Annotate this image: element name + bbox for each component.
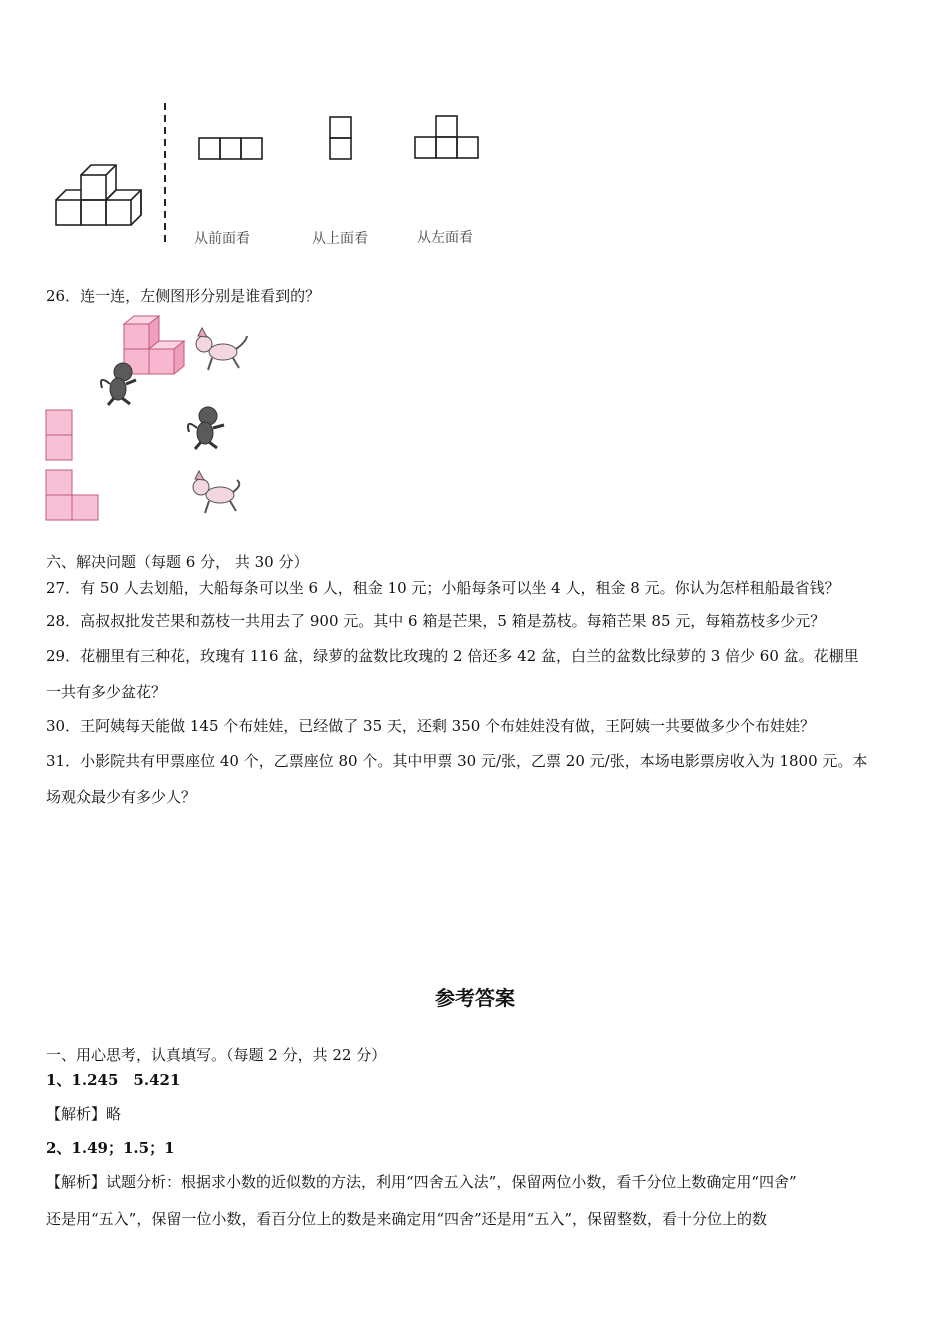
dog-icon: [193, 471, 239, 513]
monkey-icon: [188, 407, 224, 449]
front-view-label: 从前面看: [194, 231, 250, 247]
answer-2-analysis-line1: 【解析】试题分析：根据求小数的近似数的方法，利用“四舍五入法”，保留两位小数，看千分位上数确定用“四舍”: [46, 1173, 797, 1191]
answer-1-analysis: 【解析】略: [46, 1105, 122, 1123]
section-6-heading: 六、解决问题（每题 6 分， 共 30 分）: [46, 553, 309, 571]
answers-section-1-heading: 一、用心思考，认真填写。（每题 2 分，共 22 分）: [46, 1046, 387, 1064]
answer-2-analysis-line2: 还是用“五入”，保留一位小数，看百分位上的数是来确定用“四舍”还是用“五入”，保留整数，看十分位上的数: [46, 1210, 768, 1228]
question-29-line1: 29．花棚里有三种花，玫瑰有 116 盆，绿萝的盆数比玫瑰的 2 倍还多 42 盆，白兰的盆数比绿萝的 3 倍少 60 盆。花棚里: [46, 647, 859, 665]
monkey-icon: [101, 363, 136, 405]
q26-figure: [40, 312, 260, 527]
question-31-line2: 场观众最少有多少人？: [46, 788, 197, 806]
question-27: 27．有 50 人去划船，大船每条可以坐 6 人，租金 10 元；小船每条可以坐 4 人，租金 8 元。你认为怎样租船最省钱？: [46, 579, 840, 597]
answer-2: 2、1.49；1.5；1: [46, 1139, 175, 1157]
question-29-line2: 一共有多少盆花？: [46, 683, 167, 701]
top-view-label: 从上面看: [312, 231, 368, 247]
dog-icon: [196, 328, 247, 370]
answers-title: 参考答案: [435, 986, 515, 1010]
question-30: 30．王阿姨每天能做 145 个布娃娃，已经做了 35 天，还剩 350 个布娃娃没有做，王阿姨一共要做多少个布娃娃？: [46, 717, 816, 735]
question-26: 26．连一连，左侧图形分别是谁看到的？: [46, 287, 321, 305]
question-28: 28．高叔叔批发芒果和荔枝一共用去了 900 元。其中 6 箱是芒果，5 箱是荔枝。每箱芒果 85 元，每箱荔枝多少元？: [46, 612, 826, 630]
answer-1: 1、1.245 5.421: [46, 1071, 181, 1089]
question-31-line1: 31．小影院共有甲票座位 40 个，乙票座位 80 个。其中甲票 30 元/张，乙票 20 元/张，本场电影票房收入为 1800 元。本: [46, 752, 868, 770]
left-view-label: 从左面看: [417, 230, 473, 246]
